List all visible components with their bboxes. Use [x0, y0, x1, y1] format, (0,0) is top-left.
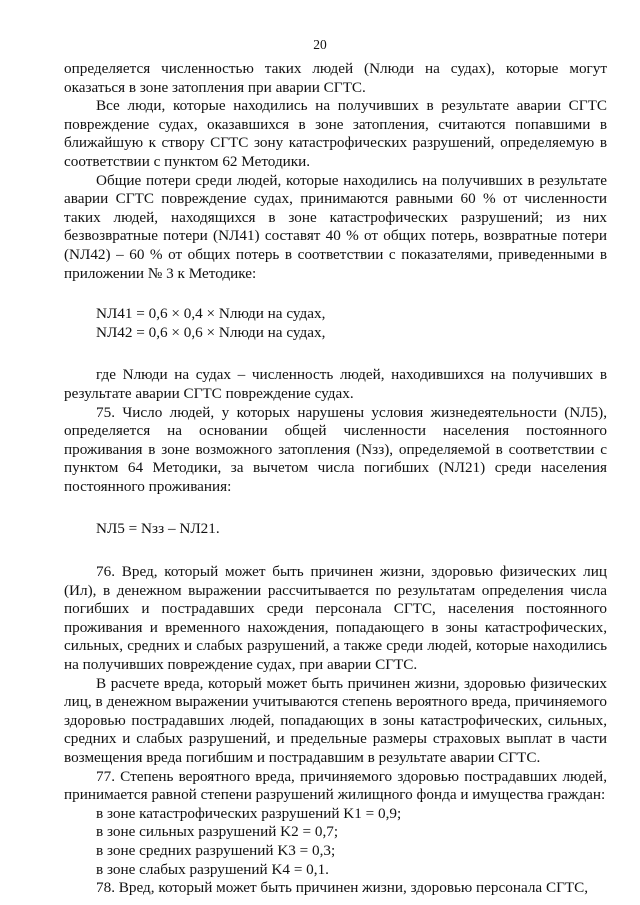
paragraph: где Nлюди на судах – численность людей, находившихся на получивших в результате аварии СГТС повреждение судах.: [64, 366, 607, 402]
formula: NЛ41 = 0,6 × 0,4 × Nлюди на судах,: [96, 305, 326, 323]
page-body: [64, 60, 607, 898]
paragraph: 78. Вред, который может быть причинен жизни, здоровью персонала СГТС,: [96, 879, 589, 897]
paragraph: Общие потери среди людей, которые находились на получивших в результате аварии СГТС повреждение судах, принимаются равными 60 % от численности таких людей, находящихся в зоне катастрофических разрушений; из них безвозвратные потери (NЛ41) составят 40 % от общих потерь, возвратные потери (NЛ42) – 60 % от общих потерь в соответствии с показателями, приведенными в приложении № 3 к Методике:: [64, 171, 607, 282]
formula-group: [96, 305, 607, 342]
list-item: в зоне слабых разрушений K4 = 0,1.: [96, 860, 329, 878]
page-number: 20: [313, 37, 327, 52]
paragraph: 75. Число людей, у которых нарушены условия жизнедеятельности (NЛ5), определяется на основании общей численности населения постоянного проживания в зоне возможного затопления (Nзз), определяемой в соответствии с пунктом 64 Методики, за вычетом числа погибших (NЛ21) среди населения постоянного проживания:: [64, 403, 607, 495]
formula: NЛ42 = 0,6 × 0,6 × Nлюди на судах,: [96, 323, 326, 341]
paragraph: 76. Вред, который может быть причинен жизни, здоровью физических лиц (Ил), в денежном выражении рассчитывается по результатам определения числа погибших и пострадавших среди персонала СГТС, населения постоянного проживания и временного нахождения, попадающего в зоны катастрофических, сильных, средних и слабых разрушений, а также среди людей, которые находились на получивших повреждение судах, при аварии СГТС.: [64, 563, 607, 674]
list-item: в зоне сильных разрушений K2 = 0,7;: [96, 823, 339, 841]
list-item: в зоне катастрофических разрушений K1 = 0,9;: [96, 804, 402, 822]
paragraph: 77. Степень вероятного вреда, причиняемого здоровью пострадавших людей, принимается равной степени разрушений жилищного фонда и имущества граждан:: [64, 767, 607, 804]
paragraph: определяется численностью таких людей (Nлюди на судах), которые могут оказаться в зоне затопления при аварии СГТС.: [64, 60, 607, 96]
formula: NЛ5 = Nзз – NЛ21.: [96, 520, 220, 538]
paragraph: В расчете вреда, который может быть причинен жизни, здоровью физических лиц, в денежном выражении учитываются степень вероятного вреда, причиняемого здоровью пострадавших людей, попадающих в зоны катастрофических, сильных, средних и слабых разрушений, и предельные размеры страховых выплат в части возмещения вреда погибшим и пострадавшим в результате аварии СГТС.: [64, 674, 607, 766]
list-item: в зоне средних разрушений K3 = 0,3;: [96, 841, 336, 859]
paragraph: Все люди, которые находились на получивших в результате аварии СГТС повреждение судах, оказавшихся в зоне затопления, считаются попавшими в ближайшую к створу СГТС зону катастрофических разрушений, определяемую в соответствии с пунктом 62 Методики.: [64, 97, 607, 170]
